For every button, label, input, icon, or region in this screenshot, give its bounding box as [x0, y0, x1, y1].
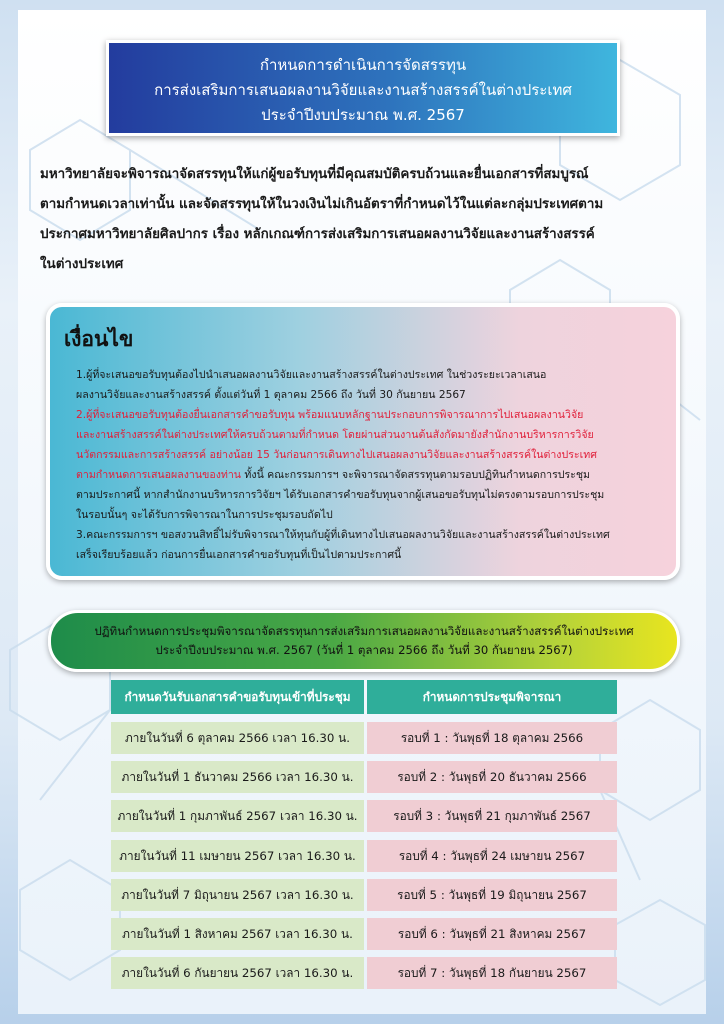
- intro-line-1: มหาวิทยาลัยจะพิจารณาจัดสรรทุนให้แก่ผู้ขอรับทุนที่มีคุณสมบัติครบถ้วนและยื่นเอกสารที่สมบูรณ์: [40, 167, 589, 182]
- schedule-title-line-2: ประจำปีงบประมาณ พ.ศ. 2567 (วันที่ 1 ตุลาคม 2566 ถึง วันที่ 30 กันยายน 2567): [155, 643, 573, 657]
- condition-2-line-2: และงานสร้างสรรค์ในต่างประเทศให้ครบถ้วนตามที่กำหนด โดยผ่านส่วนงานต้นสังกัดมายังสำนักงานบริหารการวิจัย: [76, 429, 594, 441]
- intro-line-4: ในต่างประเทศ: [40, 257, 124, 272]
- column-header-deadline: กำหนดวันรับเอกสารคำขอรับทุนเข้าที่ประชุม: [111, 680, 364, 714]
- condition-2-line-6: ในรอบนั้นๆ จะได้รับการพิจารณาในการประชุมรอบถัดไป: [76, 509, 333, 521]
- condition-1-line-1: 1.ผู้ที่จะเสนอขอรับทุนต้องไปนำเสนอผลงานวิจัยและงานสร้างสรรค์ในต่างประเทศ ในช่วงระยะเวลาเสนอ: [76, 369, 547, 381]
- meeting-cell: รอบที่ 6 : วันพุธที่ 21 สิงหาคม 2567: [367, 918, 617, 950]
- intro-line-2: ตามกำหนดเวลาเท่านั้น และจัดสรรทุนให้ในวงเงินไม่เกินอัตราที่กำหนดไว้ในแต่ละกลุ่มประเทศตาม: [40, 197, 604, 212]
- intro-line-3: ประกาศมหาวิทยาลัยศิลปากร เรื่อง หลักเกณฑ์การส่งเสริมการเสนอผลงานวิจัยและงานสร้างสรรค์: [40, 227, 595, 242]
- schedule-banner: [48, 610, 680, 672]
- deadline-cell: ภายในวันที่ 1 ธันวาคม 2566 เวลา 16.30 น.: [111, 761, 364, 793]
- condition-2-line-4-rest: ทั้งนี้ คณะกรรมการฯ จะพิจารณาจัดสรรทุนตามรอบปฏิทินกำหนดการประชุม: [241, 469, 591, 481]
- deadline-cell: ภายในวันที่ 6 ตุลาคม 2566 เวลา 16.30 น.: [111, 722, 364, 754]
- deadline-cell: ภายในวันที่ 7 มิถุนายน 2567 เวลา 16.30 น.: [111, 879, 364, 911]
- title-line-2: การส่งเสริมการเสนอผลงานวิจัยและงานสร้างสรรค์ในต่างประเทศ: [154, 81, 572, 99]
- conditions-heading: เงื่อนไข: [64, 327, 134, 351]
- condition-1-line-2: ผลงานวิจัยและงานสร้างสรรค์ ตั้งแต่วันที่ 1 ตุลาคม 2566 ถึง วันที่ 30 กันยายน 2567: [76, 389, 466, 401]
- deadline-cell: ภายในวันที่ 11 เมษายน 2567 เวลา 16.30 น.: [111, 840, 364, 872]
- conditions-body: [76, 365, 672, 565]
- condition-2-line-1: 2.ผู้ที่จะเสนอขอรับทุนต้องยื่นเอกสารคำขอรับทุน พร้อมแนบหลักฐานประกอบการพิจารณาการไปเสนอผลงานวิจัย: [76, 409, 584, 421]
- deadline-cell: ภายในวันที่ 1 สิงหาคม 2567 เวลา 16.30 น.: [111, 918, 364, 950]
- schedule-title-line-1: ปฏิทินกำหนดการประชุมพิจารณาจัดสรรทุนการส่งเสริมการเสนอผลงานวิจัยและงานสร้างสรรค์ในต่างประเทศ: [94, 624, 634, 638]
- meeting-cell: รอบที่ 2 : วันพุธที่ 20 ธันวาคม 2566: [367, 761, 617, 793]
- column-header-meeting: กำหนดการประชุมพิจารณา: [367, 680, 617, 714]
- conditions-box: [46, 303, 680, 580]
- condition-2-line-3: นวัตกรรมและการสร้างสรรค์ อย่างน้อย 15 วันก่อนการเดินทางไปเสนอผลงานวิจัยและงานสร้างสรรค์ในต่างประเทศ: [76, 449, 597, 461]
- meeting-cell: รอบที่ 7 : วันพุธที่ 18 กันยายน 2567: [367, 957, 617, 989]
- meeting-cell: รอบที่ 5 : วันพุธที่ 19 มิถุนายน 2567: [367, 879, 617, 911]
- condition-2-line-4: [76, 465, 672, 485]
- condition-2-highlight: ตามกำหนดการเสนอผลงานของท่าน: [76, 469, 242, 481]
- condition-3-line-1: 3.คณะกรรมการฯ ขอสงวนสิทธิ์ไม่รับพิจารณาให้ทุนกับผู้ที่เดินทางไปเสนอผลงานวิจัยและงานสร้างสรรค์ในต่างประเทศ: [76, 529, 610, 541]
- meeting-cell: รอบที่ 3 : วันพุธที่ 21 กุมภาพันธ์ 2567: [367, 800, 617, 832]
- title-line-3: ประจำปีงบประมาณ พ.ศ. 2567: [261, 106, 465, 124]
- meeting-cell: รอบที่ 4 : วันพุธที่ 24 เมษายน 2567: [367, 840, 617, 872]
- deadline-cell: ภายในวันที่ 1 กุมภาพันธ์ 2567 เวลา 16.30 น.: [111, 800, 364, 832]
- condition-2-line-5: ตามประกาศนี้ หากสำนักงานบริหารการวิจัยฯ ได้รับเอกสารคำขอรับทุนจากผู้เสนอขอรับทุนไม่ตรงตามรอบการประชุม: [76, 489, 605, 501]
- deadline-cell: ภายในวันที่ 6 กันยายน 2567 เวลา 16.30 น.: [111, 957, 364, 989]
- meeting-cell: รอบที่ 1 : วันพุธที่ 18 ตุลาคม 2566: [367, 722, 617, 754]
- condition-3-line-2: เสร็จเรียบร้อยแล้ว ก่อนการยื่นเอกสารคำขอรับทุนที่เป็นไปตามประกาศนี้: [76, 549, 402, 561]
- intro-paragraph: [40, 160, 690, 280]
- title-banner: [106, 40, 620, 136]
- title-line-1: กำหนดการดำเนินการจัดสรรทุน: [259, 56, 467, 74]
